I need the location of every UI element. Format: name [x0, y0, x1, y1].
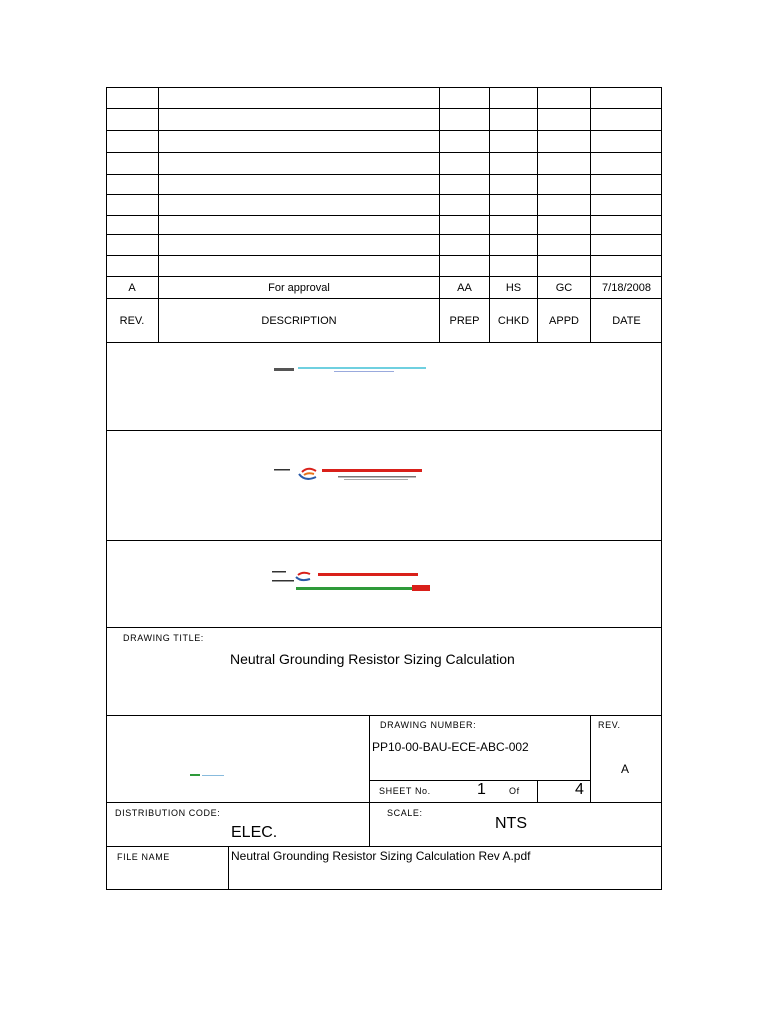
description-cell: For approval — [268, 281, 330, 294]
file-name-value: Neutral Grounding Resistor Sizing Calculation Rev A.pdf — [231, 849, 531, 863]
file-name-label: FILE NAME — [117, 852, 170, 862]
distribution-label: DISTRIBUTION CODE: — [115, 808, 221, 818]
client-logo — [274, 367, 426, 373]
rev-col-line — [590, 715, 591, 802]
panel-divider — [106, 627, 662, 628]
date-cell: 7/18/2008 — [602, 281, 651, 294]
rev-row-line — [106, 152, 662, 153]
consultant-logo — [274, 466, 424, 484]
file-row-line — [106, 846, 662, 847]
appd-header: APPD — [549, 314, 579, 327]
company-mark — [190, 774, 224, 778]
chkd-cell: HS — [505, 281, 522, 294]
sheet-number: 1 — [477, 781, 486, 798]
panel-divider — [106, 430, 662, 431]
rev-value: A — [621, 762, 630, 776]
date-header: DATE — [612, 314, 641, 327]
drawing-number-label: DRAWING NUMBER: — [380, 720, 477, 730]
drawing-title: Neutral Grounding Resistor Sizing Calculation — [230, 651, 515, 667]
rev-header: REV. — [119, 314, 145, 327]
drawing-number: PP10-00-BAU-ECE-ABC-002 — [372, 740, 529, 754]
distribution-row-line — [106, 802, 662, 803]
swirl-logo-icon — [274, 466, 424, 484]
rev-table-bottom — [106, 342, 662, 343]
prep-header: PREP — [449, 314, 480, 327]
scale-value: NTS — [495, 815, 527, 832]
rev-row-line — [106, 194, 662, 195]
sheet-label: SHEET No. — [379, 786, 431, 796]
rev-row-line — [106, 108, 662, 109]
drawing-title-label: DRAWING TITLE: — [123, 633, 204, 643]
sheet-total: 4 — [575, 781, 584, 798]
chkd-header: CHKD — [497, 314, 530, 327]
rev-label: REV. — [598, 720, 621, 730]
appd-cell: GC — [555, 281, 573, 294]
title-block-divider — [106, 715, 662, 716]
sheet-border — [106, 87, 662, 890]
sheet-col-line — [537, 780, 538, 802]
rev-row-line — [106, 255, 662, 256]
rev-row-line — [106, 130, 662, 131]
file-col-line — [228, 846, 229, 890]
rev-cell: A — [128, 281, 136, 294]
rev-row-line — [106, 215, 662, 216]
description-header: DESCRIPTION — [261, 314, 337, 327]
distribution-value: ELEC. — [231, 824, 278, 841]
swirl-logo-icon — [272, 570, 432, 592]
rev-row-line — [106, 234, 662, 235]
panel-divider — [106, 540, 662, 541]
scale-label: SCALE: — [387, 808, 423, 818]
prep-cell: AA — [457, 281, 472, 294]
rev-row-line — [106, 174, 662, 175]
contractor-logo — [272, 570, 432, 592]
of-label: Of — [509, 786, 520, 796]
